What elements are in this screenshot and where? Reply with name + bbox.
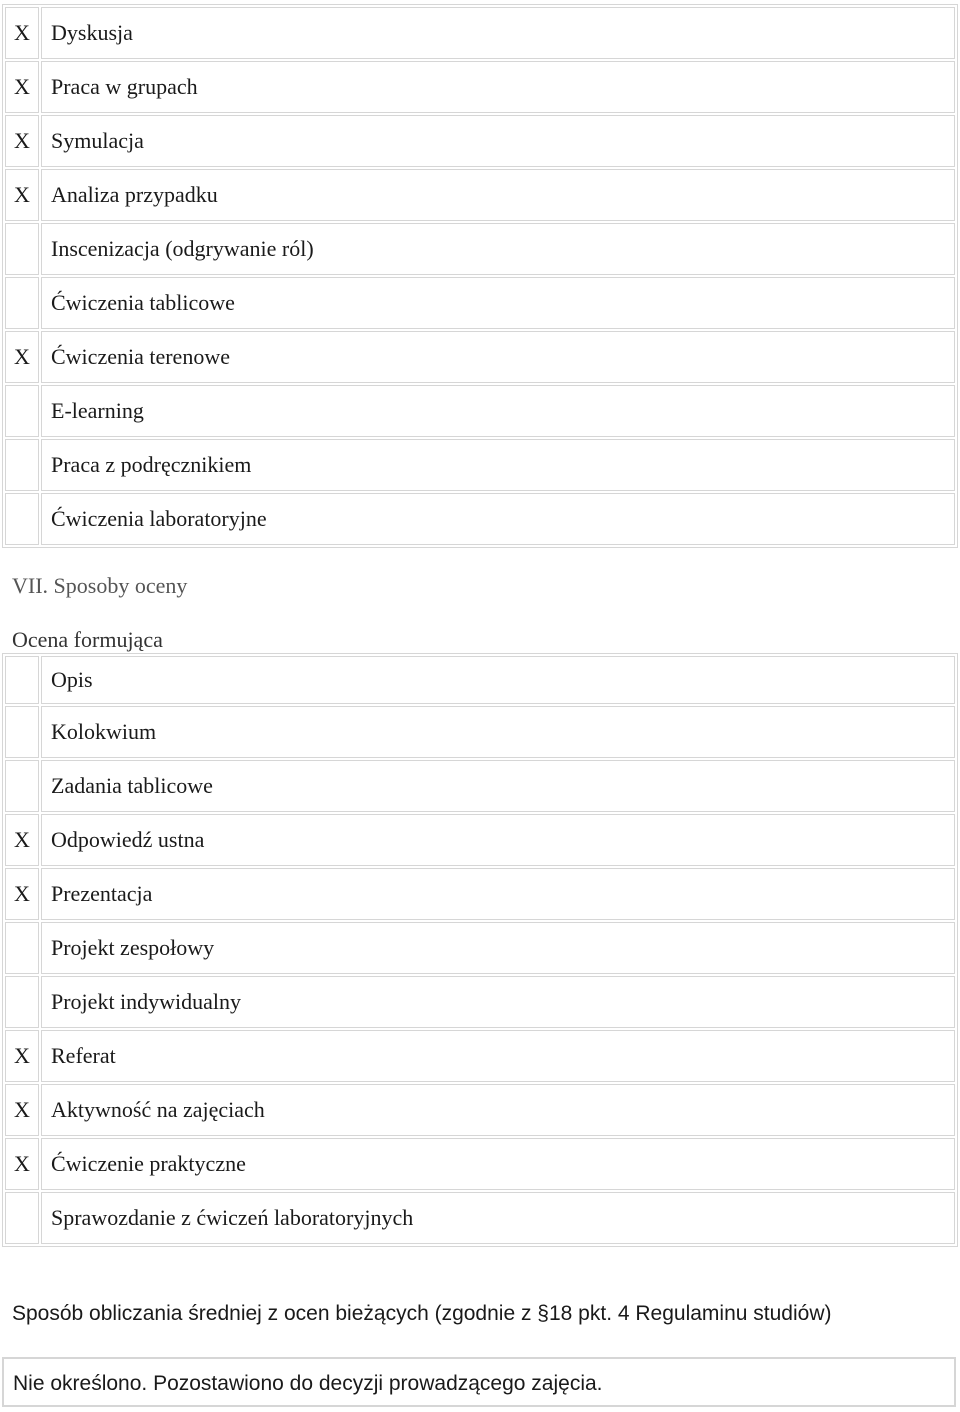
table-row	[5, 976, 955, 1028]
average-calculation-note-box	[2, 1357, 956, 1407]
assessment-label: Prezentacja	[41, 868, 955, 920]
table-row	[5, 814, 955, 866]
check-mark: X	[5, 61, 39, 113]
table-row	[5, 1138, 955, 1190]
check-mark: X	[5, 1084, 39, 1136]
check-mark	[5, 385, 39, 437]
table-row	[5, 61, 955, 113]
table-row	[5, 385, 955, 437]
check-mark	[5, 493, 39, 545]
table-row	[5, 922, 955, 974]
table-row	[5, 706, 955, 758]
check-mark	[5, 277, 39, 329]
assessment-label: Kolokwium	[41, 706, 955, 758]
check-mark: X	[5, 1138, 39, 1190]
assessment-label: Referat	[41, 1030, 955, 1082]
assessment-label: Aktywność na zajęciach	[41, 1084, 955, 1136]
table-row	[5, 439, 955, 491]
assessment-label: Odpowiedź ustna	[41, 814, 955, 866]
method-label: Inscenizacja (odgrywanie ról)	[41, 223, 955, 275]
table-row	[5, 493, 955, 545]
table-row	[5, 760, 955, 812]
check-mark	[5, 706, 39, 758]
table-row	[5, 1030, 955, 1082]
check-mark: X	[5, 169, 39, 221]
assessment-label: Projekt zespołowy	[41, 922, 955, 974]
check-mark	[5, 922, 39, 974]
check-mark: X	[5, 7, 39, 59]
check-mark: X	[5, 868, 39, 920]
assessment-label: Zadania tablicowe	[41, 760, 955, 812]
method-label: E-learning	[41, 385, 955, 437]
section-title: VII. Sposoby oceny	[12, 573, 188, 598]
table-row	[5, 223, 955, 275]
table-row	[5, 868, 955, 920]
check-mark	[5, 439, 39, 491]
check-mark	[5, 656, 39, 704]
method-label: Analiza przypadku	[41, 169, 955, 221]
check-mark: X	[5, 814, 39, 866]
subsection-title: Ocena formująca	[12, 627, 163, 652]
assessment-label: Sprawozdanie z ćwiczeń laboratoryjnych	[41, 1192, 955, 1244]
average-calculation-title: Sposób obliczania średniej z ocen bieżących (zgodnie z §18 pkt. 4 Regulaminu studiów)	[12, 1302, 832, 1325]
table-row	[5, 1084, 955, 1136]
table-row	[5, 277, 955, 329]
table-row	[5, 331, 955, 383]
check-mark	[5, 976, 39, 1028]
assessment-label: Projekt indywidualny	[41, 976, 955, 1028]
table-row	[5, 656, 955, 704]
check-mark	[5, 760, 39, 812]
method-label: Dyskusja	[41, 7, 955, 59]
teaching-methods-table	[2, 4, 958, 548]
method-label: Symulacja	[41, 115, 955, 167]
assessment-label: Ćwiczenie praktyczne	[41, 1138, 955, 1190]
assessment-label: Opis	[41, 656, 955, 704]
method-label: Ćwiczenia laboratoryjne	[41, 493, 955, 545]
check-mark: X	[5, 331, 39, 383]
method-label: Ćwiczenia tablicowe	[41, 277, 955, 329]
average-calculation-note: Nie określono. Pozostawiono do decyzji prowadzącego zajęcia.	[13, 1372, 603, 1395]
table-row	[5, 169, 955, 221]
check-mark: X	[5, 115, 39, 167]
table-row	[5, 1192, 955, 1244]
table-row	[5, 115, 955, 167]
check-mark: X	[5, 1030, 39, 1082]
method-label: Praca w grupach	[41, 61, 955, 113]
method-label: Praca z podręcznikiem	[41, 439, 955, 491]
table-row	[5, 7, 955, 59]
check-mark	[5, 223, 39, 275]
method-label: Ćwiczenia terenowe	[41, 331, 955, 383]
assessment-table	[2, 653, 958, 1247]
check-mark	[5, 1192, 39, 1244]
